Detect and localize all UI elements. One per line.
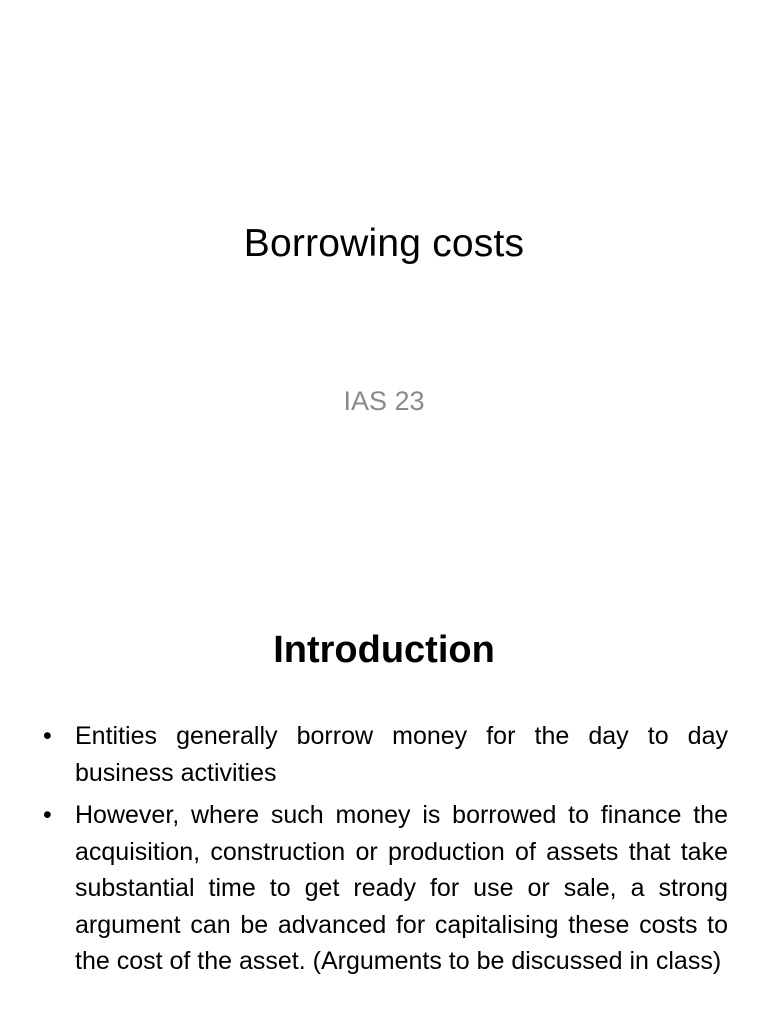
bullet-icon: •: [43, 722, 52, 750]
bullet-item: [38, 718, 728, 791]
slide-title: Borrowing costs: [243, 222, 525, 265]
bullet-text: However, where such money is borrowed to finance the acquisition, construction or production of assets that take substantial time to get ready for use or sale, a strong argument can be advanced for capitalising these costs to the cost of the asset. (Arguments to be discussed in class): [75, 801, 728, 975]
bullet-icon: •: [43, 801, 52, 829]
bullet-item: [38, 797, 728, 980]
content-slide: [0, 576, 768, 1024]
slide-subtitle: IAS 23: [343, 386, 425, 416]
slide-heading: Introduction: [273, 629, 495, 671]
bullet-list: [38, 718, 728, 986]
bullet-text: Entities generally borrow money for the day to day business activities: [75, 722, 728, 787]
